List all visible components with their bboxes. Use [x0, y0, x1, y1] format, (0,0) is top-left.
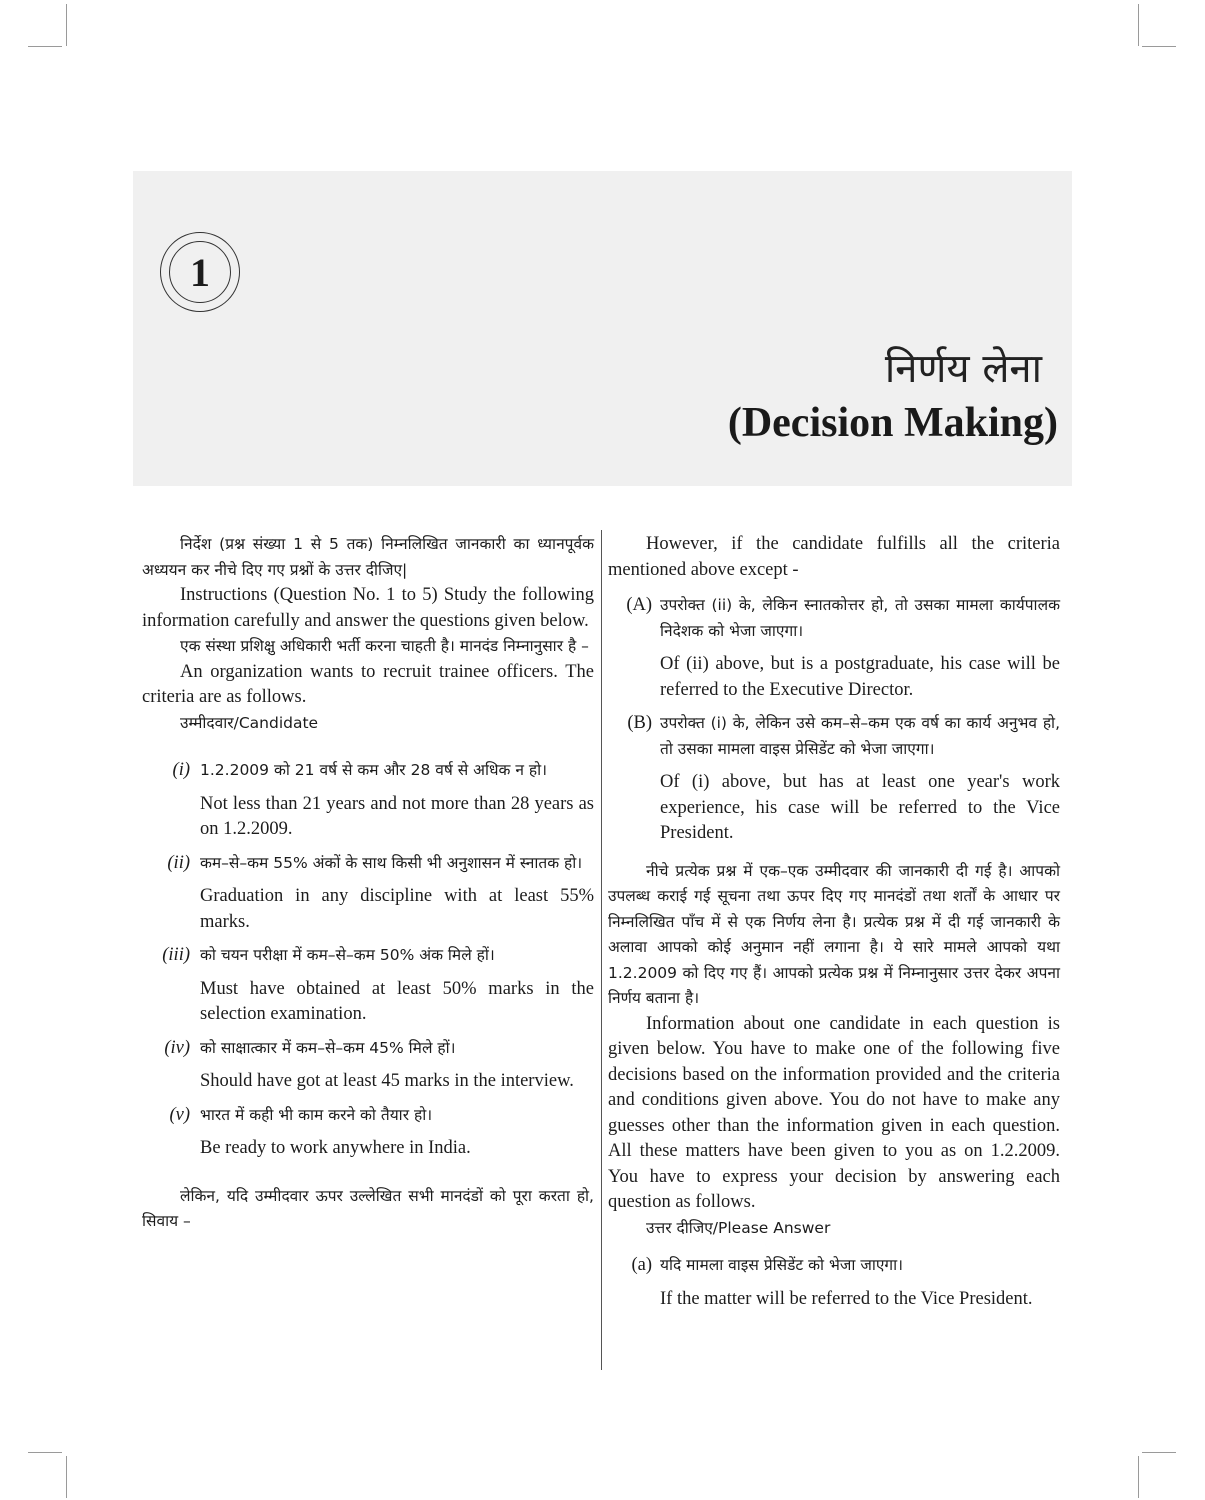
exception-label: (A): [626, 595, 652, 615]
directions-english: Instructions (Question No. 1 to 5) Study the following information carefully and answer the questions given below.: [142, 585, 594, 631]
exception-hindi: उपरोक्त (i) के, लेकिन उसे कम–से–कम एक वर्ष का कार्य अनुभव हो, तो उसका मामला वाइस प्रेसिडेंट को भेजा जाएगा।: [660, 714, 1060, 758]
criterion-english: Not less than 21 years and not more than 28 years as on 1.2.2009.: [200, 793, 594, 839]
criterion-hindi: को साक्षात्कार में कम–से–कम 45% मिले हों।: [200, 1038, 456, 1057]
candidate-label: उम्मीदवार/Candidate: [180, 713, 319, 732]
chapter-banner: [133, 171, 1072, 486]
however-hindi: लेकिन, यदि उम्मीदवार ऊपर उल्लेखित सभी मानदंडों को पूरा करता हो, सिवाय –: [142, 1186, 594, 1230]
note-hindi: नीचे प्रत्येक प्रश्न में एक–एक उम्मीदवार की जानकारी दी गई है। आपको उपलब्ध कराई गई सूचना तथा ऊपर दिए गए मानदंडों तथा शर्तों के आधार पर निम्नलिखित पाँच में से एक निर्णय लेना है। प्रत्येक प्रश्न में दी गई जानकारी के अलावा आपको कोई अनुमान नहीं लगाना है। ये सारे मामले आपको यथा 1.2.2009 को दिए गए हैं। आपको प्रत्येक प्रश्न में निम्नानुसार उत्तर देकर अपना निर्णय बताना है।: [608, 861, 1060, 1007]
criterion-item: [142, 851, 594, 877]
criterion-item: [142, 1036, 594, 1062]
criterion-number: (i): [172, 760, 190, 780]
right-column: [608, 532, 1060, 1312]
chapter-number-badge: [160, 232, 240, 312]
crop-mark: [1142, 46, 1176, 47]
criterion-number: (iii): [162, 945, 190, 965]
intro-english: An organization wants to recruit trainee officers. The criteria are as follows.: [142, 661, 594, 707]
column-divider: [601, 530, 602, 1370]
criterion-english: Must have obtained at least 50% marks in the selection examination.: [200, 978, 594, 1024]
crop-mark: [66, 1456, 67, 1498]
answer-option: [608, 1253, 1060, 1279]
intro-hindi: एक संस्था प्रशिक्षु अधिकारी भर्ती करना चाहती है। मानदंड निम्नानुसार है –: [180, 637, 589, 655]
criterion-english: Graduation in any discipline with at least 55% marks.: [200, 886, 594, 932]
exception-item: [608, 593, 1060, 644]
chapter-title-hindi: निर्णय लेना: [884, 346, 1042, 392]
crop-mark: [66, 4, 67, 46]
exception-hindi: उपरोक्त (ii) के, लेकिन स्नातकोत्तर हो, तो उसका मामला कार्यपालक निदेशक को भेजा जाएगा।: [660, 596, 1060, 640]
crop-mark: [1142, 1452, 1176, 1453]
crop-mark: [28, 1452, 62, 1453]
criterion-hindi: भारत में कही भी काम करने को तैयार हो।: [200, 1105, 433, 1124]
exception-label: (B): [627, 713, 652, 733]
exception-english: Of (i) above, but has at least one year's work experience, his case will be referred to the Vice President.: [660, 772, 1060, 843]
however-english: However, if the candidate fulfills all the criteria mentioned above except -: [608, 534, 1060, 580]
criterion-english: Should have got at least 45 marks in the interview.: [200, 1071, 574, 1091]
criterion-item: [142, 943, 594, 969]
criterion-number: (ii): [167, 852, 190, 873]
criterion-hindi: कम–से–कम 55% अंकों के साथ किसी भी अनुशासन में स्नातक हो।: [200, 853, 583, 872]
chapter-title-english: (Decision Making): [727, 400, 1058, 446]
criterion-hindi: को चयन परीक्षा में कम–से–कम 50% अंक मिले हों।: [200, 946, 495, 964]
crop-mark: [1138, 4, 1139, 46]
criterion-english: Be ready to work anywhere in India.: [200, 1138, 471, 1158]
criterion-number: (v): [169, 1104, 190, 1125]
criterion-hindi: 1.2.2009 को 21 वर्ष से कम और 28 वर्ष से अधिक न हो।: [200, 761, 548, 779]
answer-label: उत्तर दीजिए/Please Answer: [646, 1218, 831, 1237]
answer-option-english: If the matter will be referred to the Vice President.: [660, 1288, 1033, 1309]
crop-mark: [1138, 1456, 1139, 1498]
criterion-item: [142, 1103, 594, 1129]
answer-option-hindi: यदि मामला वाइस प्रेसिडेंट को भेजा जाएगा।: [660, 1256, 904, 1274]
crop-mark: [28, 46, 62, 47]
left-column: [142, 532, 594, 1235]
chapter-number: 1: [169, 241, 231, 303]
exception-english: Of (ii) above, but is a postgraduate, his case will be referred to the Executive Director.: [660, 654, 1060, 700]
answer-option-label: (a): [631, 1255, 652, 1275]
criterion-number: (iv): [164, 1037, 190, 1058]
directions-hindi: निर्देश (प्रश्न संख्या 1 से 5 तक) निम्नलिखित जानकारी का ध्यानपूर्वक अध्ययन कर नीचे दिए गए प्रश्नों के उत्तर दीजिए|: [142, 535, 594, 579]
note-english: Information about one candidate in each question is given below. You have to make one of the following five decisions based on the information provided and the criteria and conditions given above. You do not have to make any guesses other than the information given in each question. All these matters have been given to you as on 1.2.2009. You have to express your decision by answering each question as follows.: [608, 1013, 1060, 1212]
exception-item: [608, 711, 1060, 762]
criterion-item: [142, 758, 594, 784]
